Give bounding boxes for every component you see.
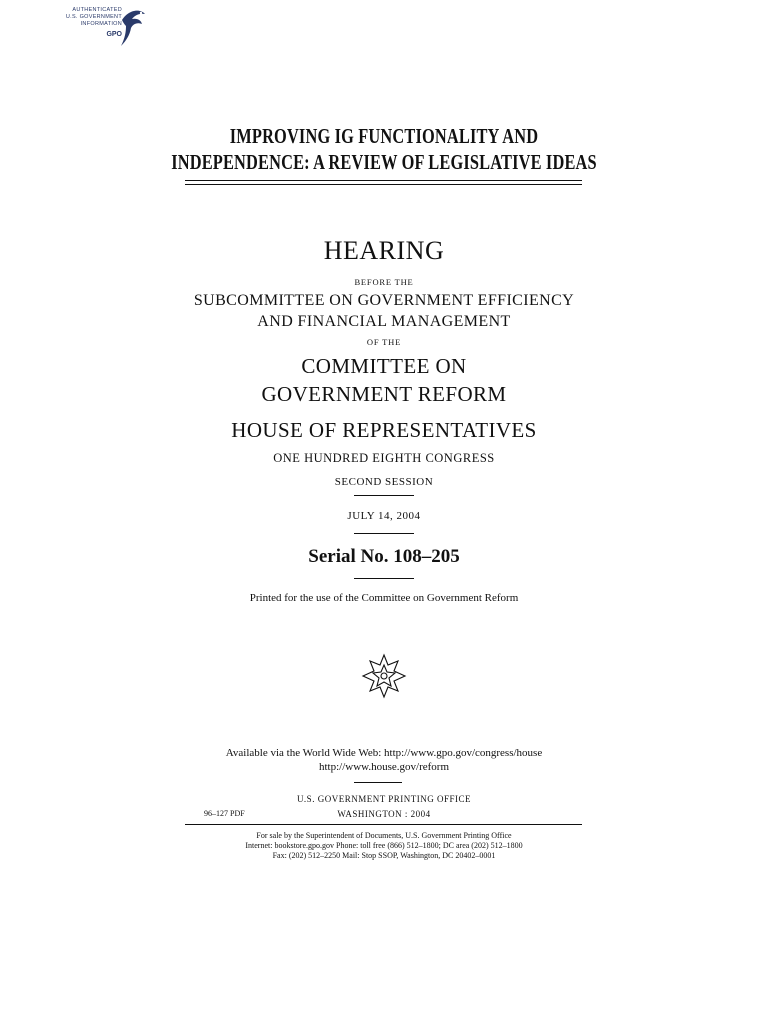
place-year: WASHINGTON : 2004 (337, 809, 431, 819)
logo-line-1: AUTHENTICATED (72, 7, 122, 13)
serial-number: Serial No. 108–205 (308, 546, 460, 567)
date-rule (354, 533, 414, 534)
printer-rule (185, 824, 582, 825)
sale-info-line-3: Fax: (202) 512–2250 Mail: Stop SSOP, Washington, DC 20402–0001 (272, 851, 496, 860)
sale-info-line-2: Internet: bookstore.gpo.gov Phone: toll free (866) 512–1800; DC area (202) 512–1800 (245, 841, 523, 850)
hearing-date: JULY 14, 2004 (347, 510, 421, 522)
pdf-number: 96–127 PDF (204, 809, 245, 818)
printing-office-label: U.S. GOVERNMENT PRINTING OFFICE (296, 794, 472, 804)
logo-line-3: INFORMATION (80, 21, 122, 27)
committee-line-1: COMMITTEE ON (301, 354, 467, 378)
subcommittee-line-2: AND FINANCIAL MANAGEMENT (257, 313, 511, 330)
star-ornament-icon (361, 653, 407, 699)
committee-line-2: GOVERNMENT REFORM (261, 382, 507, 406)
house-of-representatives: HOUSE OF REPRESENTATIVES (231, 418, 537, 442)
serial-rule (354, 578, 414, 579)
availability-line-2: http://www.house.gov/reform (318, 761, 450, 773)
logo-line-2: U.S. GOVERNMENT (65, 14, 122, 20)
logo-gpo-mark: GPO (106, 31, 122, 38)
printed-for-note: Printed for the use of the Committee on Government Reform (249, 592, 519, 604)
sale-info-line-1: For sale by the Superintendent of Documents, U.S. Government Printing Office (256, 831, 512, 840)
document-title-line-1: IMPROVING IG FUNCTIONALITY AND (229, 124, 539, 148)
congress-label: ONE HUNDRED EIGHTH CONGRESS (273, 451, 495, 465)
of-the-label: OF THE (366, 337, 402, 347)
gpo-authenticated-logo (58, 4, 148, 48)
before-the-label: BEFORE THE (354, 277, 414, 287)
document-title-line-2: INDEPENDENCE: A REVIEW OF LEGISLATIVE IDEAS (171, 150, 597, 174)
availability-rule (354, 782, 402, 783)
title-rule-top (185, 180, 582, 181)
eagle-icon (118, 6, 148, 48)
title-rule-bottom (185, 184, 582, 185)
subcommittee-line-1: SUBCOMMITTEE ON GOVERNMENT EFFICIENCY (193, 292, 575, 309)
availability-line-1: Available via the World Wide Web: http://www.gpo.gov/congress/house (225, 747, 543, 759)
session-label: SECOND SESSION (334, 476, 434, 488)
hearing-heading: HEARING (323, 236, 445, 265)
session-rule (354, 495, 414, 496)
